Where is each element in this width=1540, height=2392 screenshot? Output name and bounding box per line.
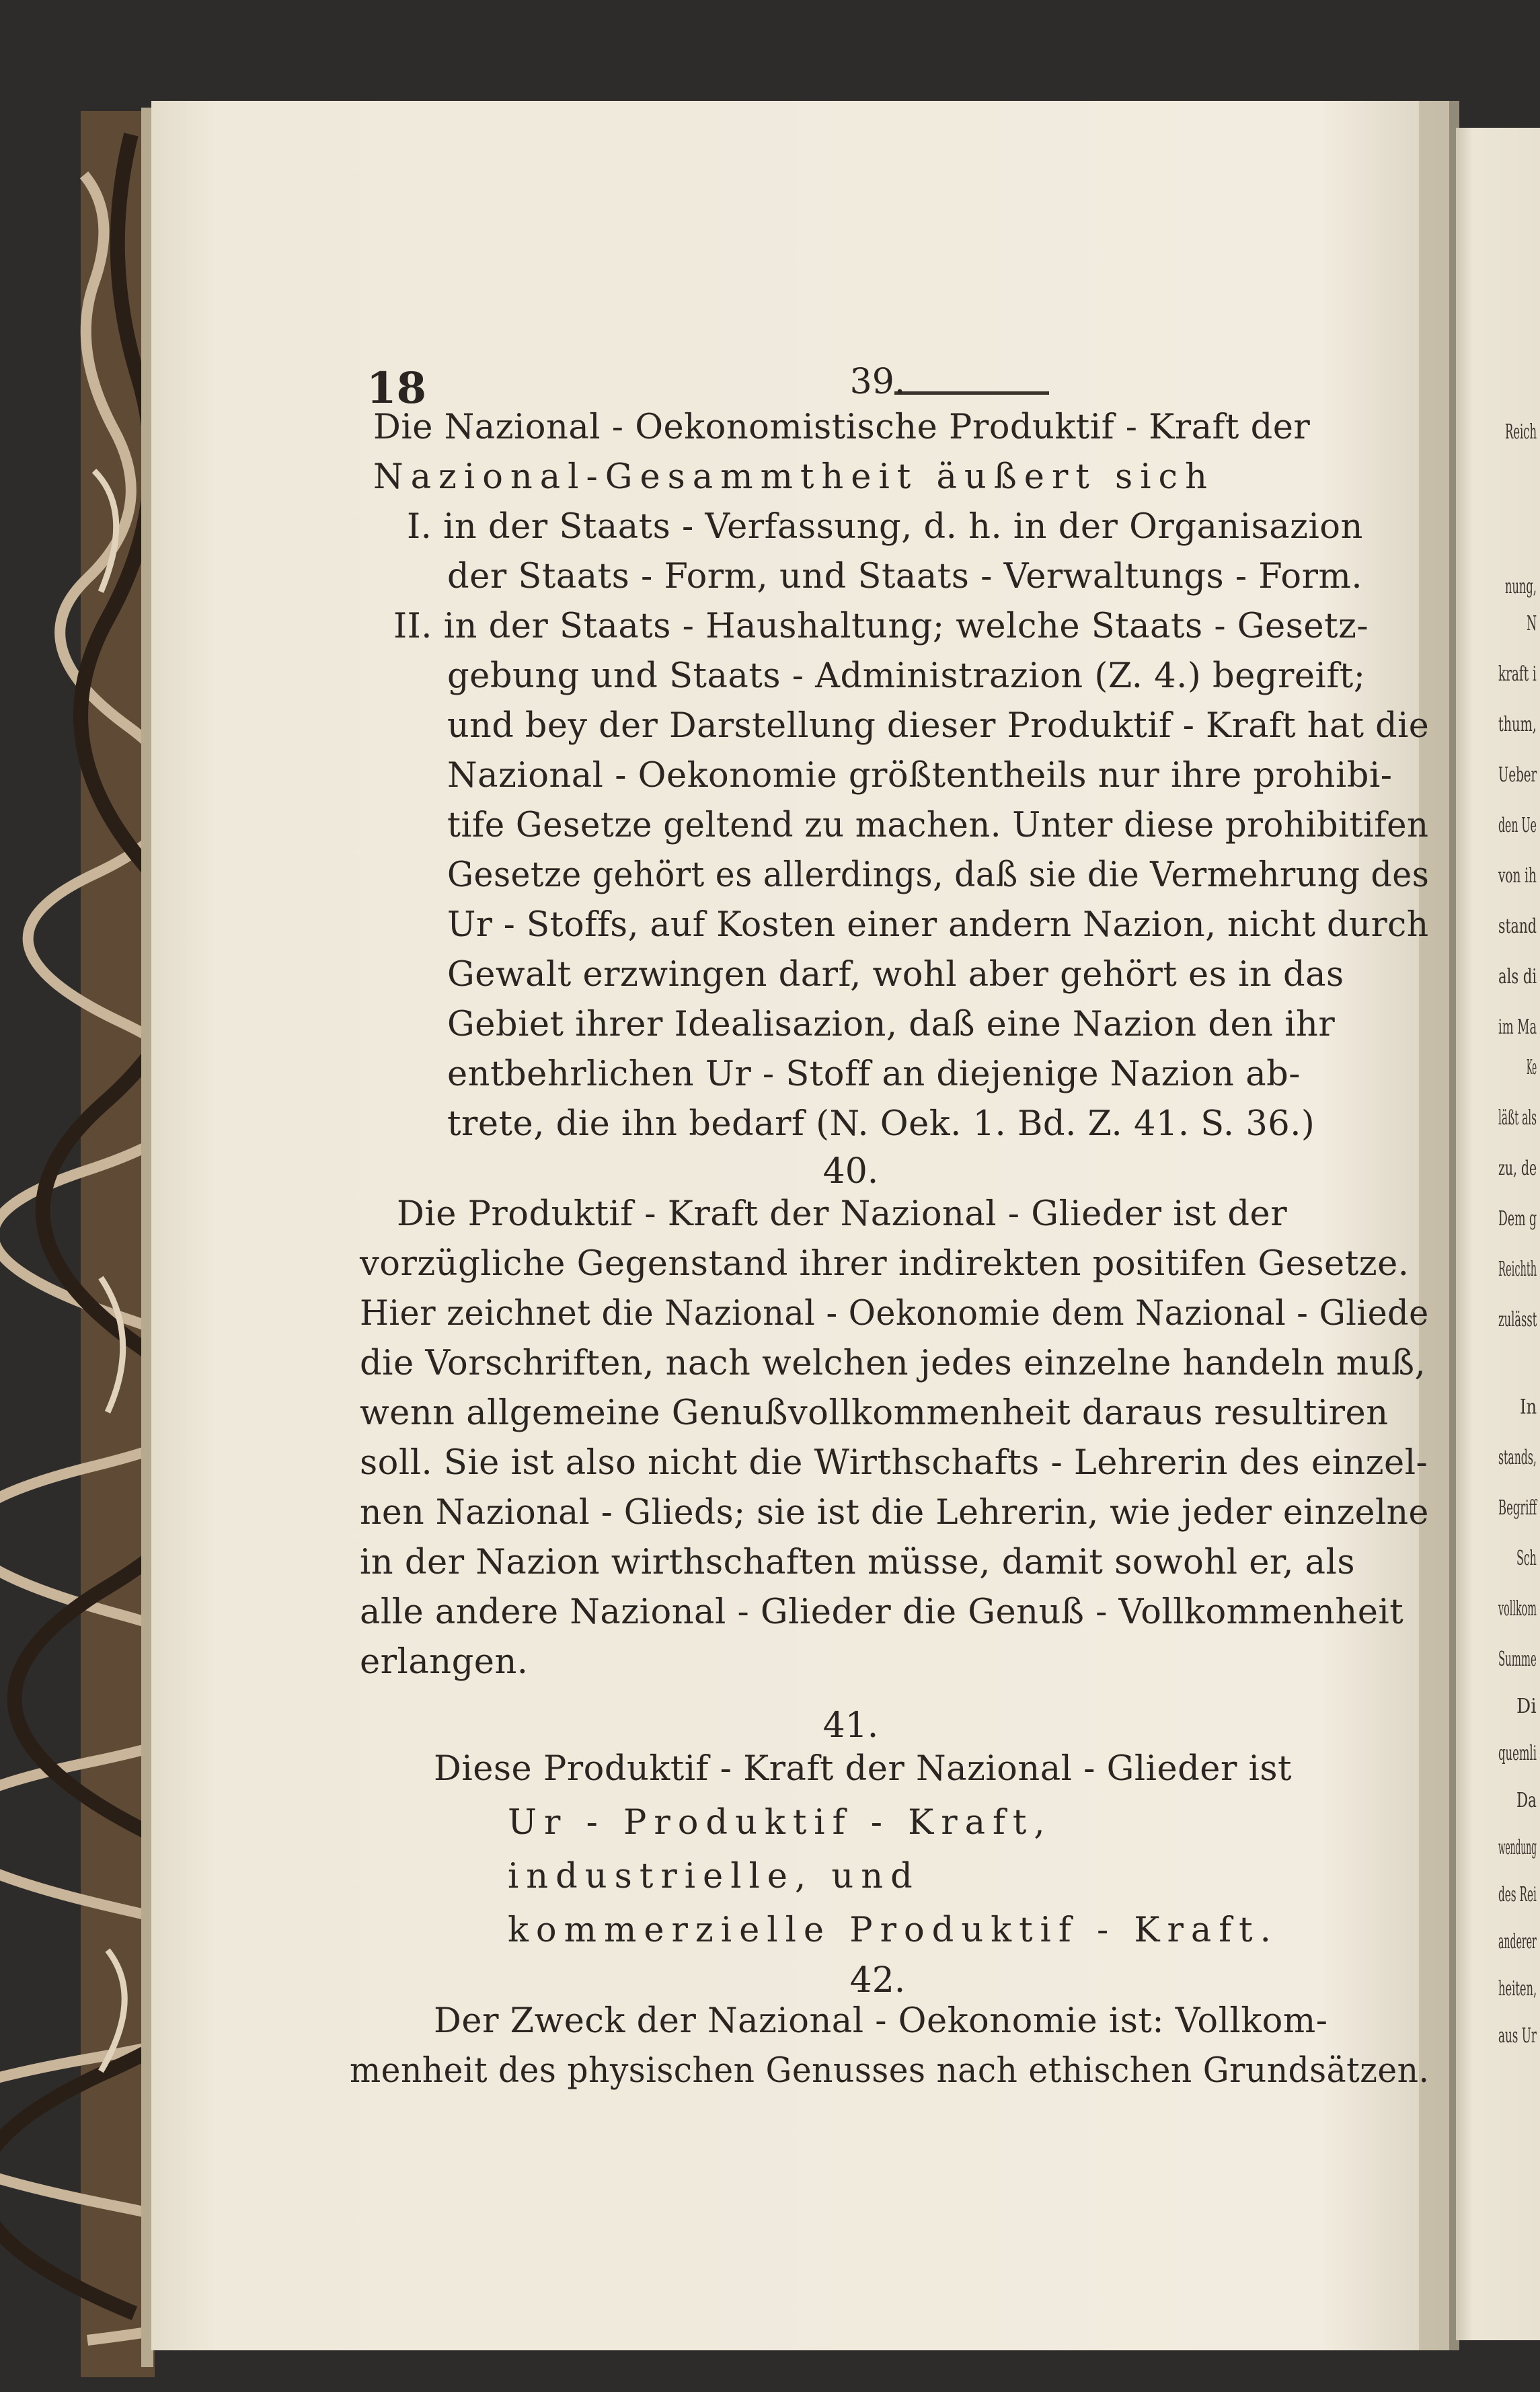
facing-fragment: Reich	[1505, 420, 1537, 444]
facing-fragment: den Ue	[1498, 814, 1537, 837]
text-line: in der Nazion wirthschaften müsse, damit sowohl er, als	[360, 1543, 1356, 1582]
facing-fragment: zu, de	[1498, 1157, 1537, 1180]
section-number-42: 42.	[849, 1960, 906, 2001]
facing-fragment: Sch	[1516, 1547, 1537, 1570]
facing-fragment: thum,	[1498, 713, 1537, 736]
facing-fragment: anderer	[1498, 1930, 1537, 1954]
facing-fragment: Ke	[1527, 1056, 1537, 1079]
text-line: der Staats - Form, und Staats - Verwaltungs - Form.	[447, 557, 1363, 596]
facing-fragment: Dem g	[1498, 1207, 1537, 1231]
text-line: tife Gesetze geltend zu machen. Unter diese prohibitifen	[447, 806, 1429, 845]
facing-fragment: aus Ur	[1498, 2024, 1537, 2048]
facing-fragment: im Ma	[1498, 1015, 1537, 1039]
text-line: trete, die ihn bedarf (N. Oek. 1. Bd. Z. 41. S. 36.)	[447, 1104, 1315, 1144]
text-line: Gewalt erzwingen darf, wohl aber gehört es in das	[447, 955, 1344, 995]
facing-fragment: stands,	[1498, 1446, 1537, 1469]
text-line: Ur - Produktif - Kraft,	[508, 1803, 1052, 1843]
facing-fragment: Da	[1516, 1789, 1537, 1812]
text-line: Gesetze gehört es allerdings, daß sie die Vermehrung des	[447, 855, 1430, 895]
facing-fragment: läßt als	[1498, 1106, 1537, 1130]
text-line: II. in der Staats - Haushaltung; welche Staats - Gesetz-	[393, 607, 1369, 646]
text-line: die Vorschriften, nach welchen jedes einzelne handeln muß,	[360, 1344, 1426, 1383]
text-line: nen Nazional - Glieds; sie ist die Lehrerin, wie jeder einzelne	[360, 1493, 1429, 1533]
facing-fragment: N	[1527, 612, 1537, 635]
page-content	[138, 101, 1442, 2347]
facing-fragment: In	[1520, 1395, 1537, 1419]
text-line: Die Produktif - Kraft der Nazional - Glieder ist der	[397, 1194, 1288, 1234]
text-line: soll. Sie ist also nicht die Wirthschafts - Lehrerin des einzel-	[360, 1443, 1428, 1483]
text-line: Diese Produktif - Kraft der Nazional - Glieder ist	[434, 1749, 1293, 1789]
text-line: wenn allgemeine Genußvollkommenheit daraus resultiren	[360, 1393, 1389, 1433]
text-line: Die Nazional - Oekonomistische Produktif - Kraft der	[373, 408, 1311, 447]
facing-fragment: von ih	[1498, 864, 1537, 888]
facing-fragment: Summe	[1498, 1648, 1537, 1671]
text-line: Gebiet ihrer Idealisazion, daß eine Nazion den ihr	[447, 1005, 1336, 1044]
facing-fragment: nung,	[1505, 575, 1537, 599]
text-line: kommerzielle Produktif - Kraft.	[508, 1911, 1278, 1950]
facing-fragment: zulässt	[1498, 1308, 1537, 1332]
text-line: Nazional-Gesammtheit äußert sich	[373, 457, 1215, 497]
facing-fragment: heiten,	[1498, 1977, 1537, 2001]
facing-fragment: Reichth	[1498, 1258, 1537, 1281]
facing-fragment: kraft i	[1498, 662, 1537, 686]
text-line: und bey der Darstellung dieser Produktif - Kraft hat die	[447, 706, 1430, 746]
facing-fragment: vollkom	[1498, 1597, 1537, 1621]
text-line: alle andere Nazional - Glieder die Genuß - Vollkommenheit	[360, 1592, 1404, 1632]
text-line: Ur - Stoffs, auf Kosten einer andern Nazion, nicht durch	[447, 905, 1429, 945]
facing-fragment: Ueber	[1498, 763, 1537, 787]
facing-fragment: quemli	[1498, 1742, 1537, 1765]
text-line: menheit des physischen Genusses nach ethischen Grundsätzen.	[350, 2051, 1430, 2091]
section-number-40: 40.	[822, 1151, 879, 1192]
facing-fragment: wendung	[1498, 1836, 1537, 1859]
text-line: gebung und Staats - Administrazion (Z. 4.) begreift;	[447, 656, 1366, 696]
facing-fragment: des Rei	[1498, 1883, 1537, 1906]
text-line: Hier zeichnet die Nazional - Oekonomie dem Nazional - Gliede	[360, 1294, 1429, 1334]
text-line: vorzügliche Gegenstand ihrer indirekten positifen Gesetze.	[360, 1244, 1410, 1284]
section-number-39: 39.	[849, 362, 906, 402]
page-number: 18	[367, 363, 427, 414]
section-number-41: 41.	[822, 1705, 879, 1746]
facing-fragment: Begriff	[1498, 1496, 1537, 1520]
text-line: I. in der Staats - Verfassung, d. h. in der Organisazion	[407, 507, 1363, 547]
facing-fragment: stand	[1498, 915, 1537, 938]
right-page-paper	[1456, 128, 1540, 2340]
text-line: industrielle, und	[508, 1857, 920, 1896]
text-line: erlangen.	[360, 1642, 529, 1682]
text-line: Der Zweck der Nazional - Oekonomie ist: Vollkom-	[434, 2001, 1328, 2041]
text-line: entbehrlichen Ur - Stoff an diejenige Nazion ab-	[447, 1054, 1301, 1094]
facing-fragment: als di	[1498, 965, 1537, 989]
facing-fragment: Di	[1516, 1695, 1537, 1718]
text-line: Nazional - Oekonomie größtentheils nur ihre prohibi-	[447, 756, 1393, 796]
